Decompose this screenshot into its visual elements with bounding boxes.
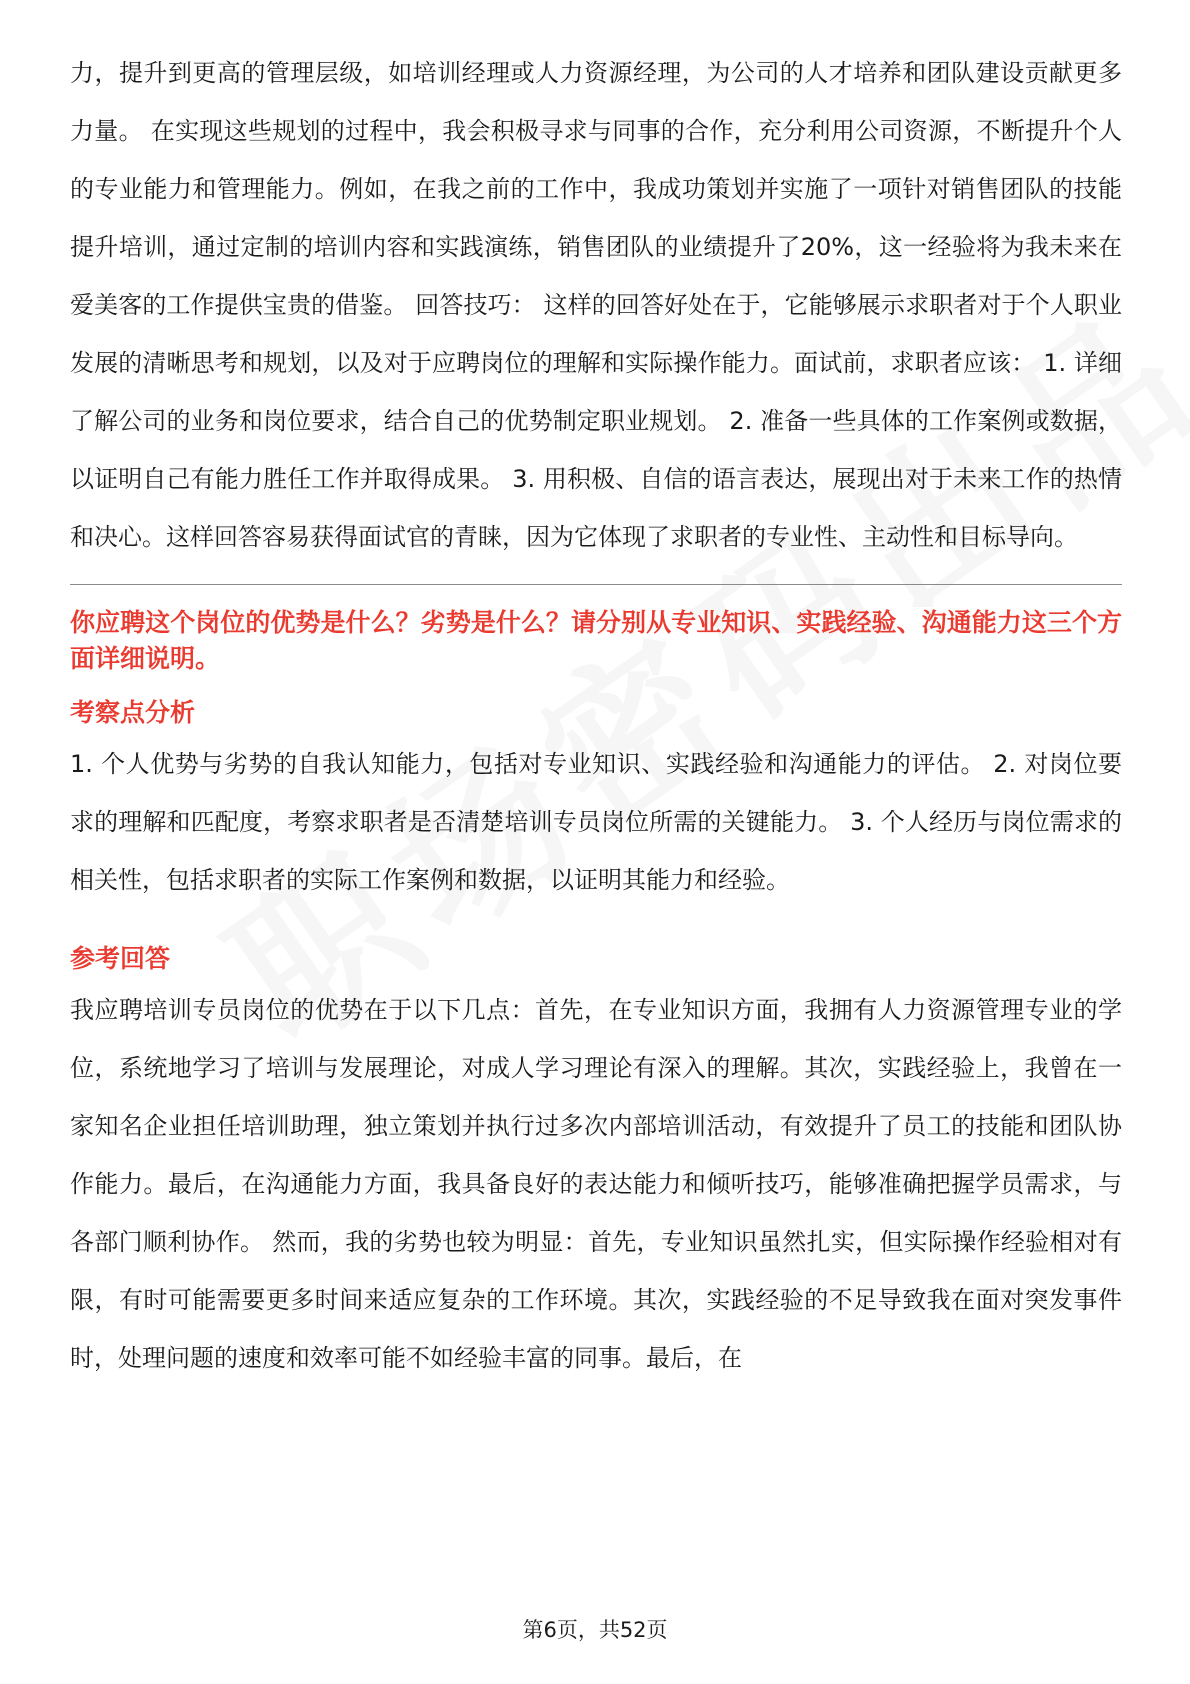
page-number: 第6页，共52页 [522,1618,668,1642]
analysis-heading: 考察点分析 [70,698,196,727]
answer-paragraph: 我应聘培训专员岗位的优势在于以下几点：首先，在专业知识方面，我拥有人力资源管理专业的学位，系统地学习了培训与发展理论，对成人学习理论有深入的理解。其次，实践经验上，我曾在一家知名企业担任培训助理，独立策划并执行过多次内部培训活动，有效提升了员工的技能和团队协作能力。最后，在沟通能力方面，我具备良好的表达能力和倾听技巧，能够准确把握学员需求，与各部门顺利协作。 然而，我的劣势也较为明显：首先，专业知识虽然扎实，但实际操作经验相对有限，有时可能需要更多时间来适应复杂的工作环境。其次，实践经验的不足导致我在面对突发事件时，处理问题的速度和效率可能不如经验丰富的同事。最后，在 [70,996,1122,1372]
intro-paragraph: 力，提升到更高的管理层级，如培训经理或人力资源经理，为公司的人才培养和团队建设贡献更多力量。 在实现这些规划的过程中，我会积极寻求与同事的合作，充分利用公司资源，不断提升个人的专业能力和管理能力。例如，在我之前的工作中，我成功策划并实施了一项针对销售团队的技能提升培训，通过定制的培训内容和实践演练，销售团队的业绩提升了20%，这一经验将为我未来在爱美客的工作提供宝贵的借鉴。 回答技巧： 这样的回答好处在于，它能够展示求职者对于个人职业发展的清晰思考和规划，以及对于应聘岗位的理解和实际操作能力。面试前，求职者应该： 1. 详细了解公司的业务和岗位要求，结合自己的优势制定职业规划。 2. 准备一些具体的工作案例或数据，以证明自己有能力胜任工作并取得成果。 3. 用积极、自信的语言表达，展现出对于未来工作的热情和决心。这样回答容易获得面试官的青睐，因为它体现了求职者的专业性、主动性和目标导向。 [70,59,1122,551]
analysis-paragraph: 1. 个人优势与劣势的自我认知能力，包括对专业知识、实践经验和沟通能力的评估。 2. 对岗位要求的理解和匹配度，考察求职者是否清楚培训专员岗位所需的关键能力。 3. 个人经历与岗位需求的相关性，包括求职者的实际工作案例和数据，以证明其能力和经验。 [70,750,1122,894]
document-content [70,44,1122,1387]
answer-heading: 参考回答 [70,944,171,973]
question-heading: 你应聘这个岗位的优势是什么？劣势是什么？请分别从专业知识、实践经验、沟通能力这三个方面详细说明。 [70,608,1122,673]
section-divider [70,584,1122,585]
